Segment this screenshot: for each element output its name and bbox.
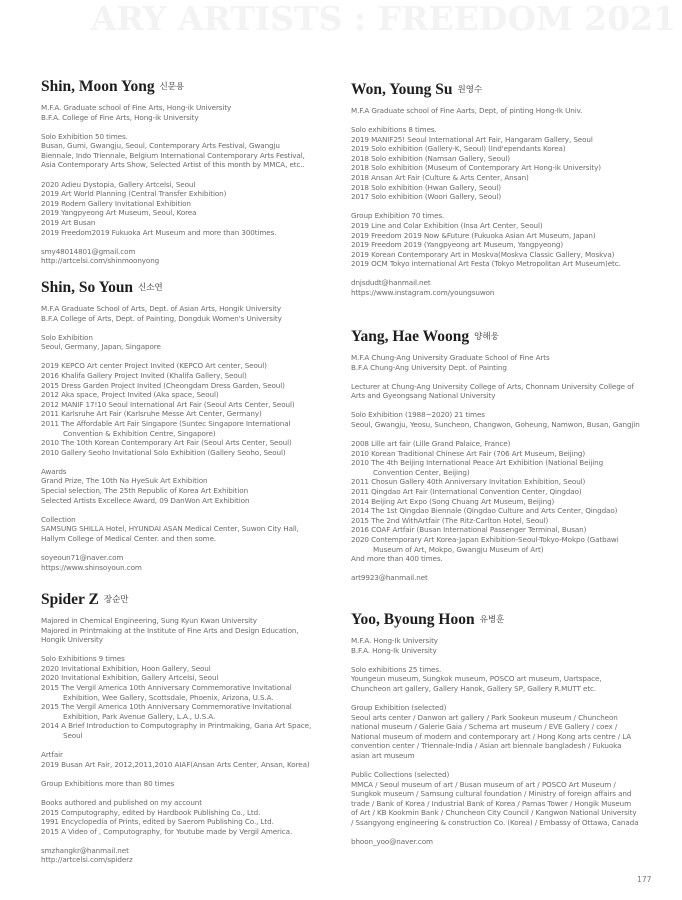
bio-line: trade / Bank of Korea / Industrial Bank of Korea / Parnas Tower / Hongik Museum [351, 798, 631, 808]
bio-line: 2010 Korean Traditional Chinese Art Fair (706 Art Museum, Beijing) [351, 448, 586, 458]
artist-entry [41, 279, 339, 582]
bio-line: Solo Exhibition [41, 332, 93, 342]
bio-line: Awards [41, 466, 67, 476]
bio-line: Majored in Chemical Engineering, Sung Kyun Kwan University [41, 616, 257, 625]
bio-section [351, 770, 669, 828]
bio-line: Lecturer at Chung-Ang University College of Arts, Chonnam University College of [351, 381, 634, 391]
bio-line: Group Exhibition 70 times. [351, 211, 445, 221]
bio-line: M.F.A. Hong-Ik University [351, 636, 438, 645]
artist-entry [41, 591, 339, 874]
artist-name-kr: 유병훈 [479, 615, 505, 625]
bio-line: 2010 The 10th Korean Contemporary Art Fair (Seoul Arts Center, Seoul) [41, 438, 292, 448]
bio-line: M.F.A Graduate School of Arts, Dept. of Asian Arts, Hongik University [41, 304, 282, 313]
email-text: dnjsdudt@hanmail.net [351, 278, 431, 288]
artist-name [41, 279, 339, 297]
bio-line: Seoul, Gwangju, Yeosu, Suncheon, Changwon, Goheung, Namwon, Busan, Gangjin [351, 419, 640, 429]
bio-line: Exhibition, Park Avenue Gallery, L.A., U.S.A. [63, 711, 216, 721]
bio-line: Group Exhibition (selected) [351, 702, 447, 712]
artist-name-en: Spider Z [41, 591, 99, 608]
bio-section [41, 846, 339, 865]
bio-line: Majored in Printmaking at the Institute of Fine Arts and Design Education, [41, 625, 299, 635]
bio-line: Collection [41, 514, 76, 524]
bio-line: 2017 Solo exhibition (Woori Gallery, Seoul) [351, 192, 502, 202]
bio-section [351, 665, 669, 694]
bio-line: 2019 Rodem Gallery Invitational Exhibition [41, 198, 191, 208]
bio-line: 2016 Khalifa Gallery Project Invited (Khalifa Gallery, Seoul) [41, 370, 247, 380]
bio-line: 2018 Ansan Art Fair (Culture & Arts Center, Ansan) [351, 173, 529, 183]
bio-line: 2011 The Affordable Art Fair Singapore (Suntec Singapore International [41, 418, 291, 428]
bio-line: 2019 KEPCO Art center Project Invited (KEPCO Art center, Seoul) [41, 361, 267, 371]
bio-section [41, 553, 339, 572]
bio-line: 2015 The Vergil America 10th Anniversary Commemorative Invitational [41, 683, 292, 693]
artist-name [41, 78, 339, 96]
bio-line: Solo Exhibitions 9 times [41, 654, 125, 664]
artist-name-kr: 신문용 [159, 82, 185, 92]
artist-name [41, 591, 339, 609]
bio-section [351, 439, 669, 564]
bio-section [351, 382, 669, 401]
bio-line: 2019 Freedom 2019 (Yangpyeong art Museum, Yangpyeong) [351, 240, 564, 250]
bio-line: Solo exhibitions 25 times. [351, 664, 442, 674]
artist-name-en: Yang, Hae Woong [351, 328, 470, 345]
bio-line: Arts and Gyeongsang National University [351, 391, 496, 401]
bio-section [41, 132, 339, 170]
bio-section [41, 333, 339, 352]
bio-section [351, 106, 669, 116]
bio-line: / Ssangyong engineering & construction Co. (Korea) / Embassy of Ottawa, Canada [351, 818, 639, 827]
bio-line: 2019 Freedom2019 Fukuoka Art Museum and more than 300times. [41, 227, 277, 237]
bio-line: M.F.A. Graduate school of Fine Arts, Hong-ik University [41, 103, 232, 112]
website-text: http://artcelsi.com/spiderz [41, 855, 133, 865]
email-text: smy48014801@gmail.com [41, 246, 136, 256]
bio-section [351, 837, 669, 847]
artist-name-kr: 원영수 [457, 85, 483, 95]
bio-line: Seoul [63, 731, 83, 741]
email-text: art9923@hanmail.net [351, 573, 428, 583]
artist-name [351, 328, 669, 346]
artist-entry [351, 81, 669, 307]
email-text: bhoon_yoo@naver.com [351, 837, 433, 847]
bio-line: Convention & Exhibition Centre, Singapore) [63, 428, 216, 438]
artist-name-en: Shin, So Youn [41, 279, 134, 296]
bio-line: 2019 Art Busan [41, 217, 96, 227]
bio-line: Busan, Gumi, Gwangju, Seoul, Contemporary Arts Festival, Gwangju [41, 141, 280, 151]
bio-line: National museum of modern and contemporary art / Hong Kong arts centre / LA [351, 731, 632, 741]
artist-name-kr: 신소연 [138, 283, 163, 293]
bio-line: Exhibition, Wee Gallery, Scottsdale, Phoenix, Arizona, U.S.A. [63, 692, 274, 702]
bio-line: convention center / Triennale-India / Asian art biennale bangladesh / Fukuoka [351, 741, 622, 751]
bio-section [41, 779, 339, 789]
bio-line: Hongik University [41, 635, 103, 645]
artist-entry [41, 78, 339, 275]
bio-line: Seoul, Germany, Japan, Singapore [41, 342, 161, 352]
website-text: https://www.instagram.com/youngsuwon [351, 288, 495, 297]
bio-line: Biennale, Indo Triennale, Belgium International Contemporary Arts Festival, [41, 150, 305, 160]
bio-line: MMCA / Seoul museum of art / Busan museum of art / POSCO Art Museum / [351, 779, 616, 789]
bio-line: Hallym College of Medical Center. and then some. [41, 533, 217, 543]
bio-section [41, 616, 339, 645]
bio-line: 2015 Computography, edited by Hardbook Publishing Co., Ltd. [41, 807, 261, 817]
bio-section [351, 125, 669, 202]
bio-section [41, 654, 339, 740]
artist-name-en: Shin, Moon Yong [41, 78, 155, 95]
bio-line: SAMSUNG SHILLA Hotel, HYUNDAI ASAN Medical Center, Suwon City Hall, [41, 524, 299, 534]
bio-line: national museum / Galerie Gaia / Schema art museum / EVE Gallery / coex / [351, 722, 618, 732]
artist-name [351, 611, 669, 629]
bio-line: 2015 Dress Garden Project Invited (Cheongdam Dress Garden, Seoul) [41, 380, 285, 390]
catalog-banner-title: ARY ARTISTS : FREEDOM 2021 [90, 0, 676, 38]
email-text: smzhangkr@hanmail.net [41, 845, 129, 855]
bio-line: Special selection, The 25th Republic of Korea Art Exhibition [41, 486, 249, 495]
bio-line: 2014 The 1st Qingdao Biennale (Qingdao Culture and Arts Center, Qingdao) [351, 506, 618, 516]
bio-line: B.F.A. Hong-Ik University [351, 645, 437, 655]
bio-line: Selected Artists Excellece Award, 09 DanWon Art Exhibition [41, 495, 250, 505]
bio-line: 2019 Busan Art Fair, 2012,2011,2010 AIAF(Ansan Arts Center, Ansan, Korea) [41, 759, 310, 769]
bio-section [41, 467, 339, 505]
bio-section [41, 180, 339, 238]
bio-line: 2019 Freedom 2019 Now &Future (Fukuoka Asian Art Museum, Japan) [351, 230, 596, 240]
bio-line: 2010 The 4th Beijing International Peace Art Exhibition (National Beijing [351, 458, 604, 468]
bio-line: 2008 Lille art fair (Lille Grand Palaice, France) [351, 439, 511, 449]
bio-line: asian art museum [351, 750, 415, 760]
bio-line: Sungkok museum / Samsung cultural foundation / Ministry of foreign affairs and [351, 789, 632, 799]
bio-line: of Art / KB Kookmin Bank / Chuncheon City Council / Kangwon National University [351, 808, 637, 818]
bio-line: 2010 Gallery Seoho Invitational Solo Exhibition (Gallery Seoho, Seoul) [41, 447, 286, 457]
bio-line: 2020 Invitational Exhibition, Gallery Artcelsi, Seoul [41, 673, 219, 683]
website-text: http://artcelsi.com/shinmoonyong [41, 256, 160, 266]
bio-line: 2011 Qingdao Art Fair (International Convention Center, Qingdao) [351, 487, 582, 497]
bio-line: Chuncheon art gallery, Gallery Hanok, Gallery SP, Gallery R.MUTT etc. [351, 683, 597, 693]
bio-line: 2018 Solo exhibition (Namsan Gallery, Seoul) [351, 153, 511, 163]
bio-section [351, 353, 669, 372]
artist-entry [351, 328, 669, 592]
bio-section [41, 515, 339, 544]
bio-line: Grand Prize, The 10th Na HyeSuk Art Exhibition [41, 476, 208, 486]
artist-name-en: Yoo, Byoung Hoon [351, 611, 475, 628]
bio-line: B.F.A Chung-Ang University Dept. of Painting [351, 362, 507, 372]
bio-line: 2015 A Video of , Computography, for Youtube made by Vergil America. [41, 826, 293, 836]
bio-line: 2019 Yangpyeong Art Museum, Seoul, Korea [41, 208, 197, 218]
bio-line: 2018 Solo exhibition (Hwan Gallery, Seoul) [351, 182, 501, 192]
bio-line: 2019 MANIF25! Seoul International Art Fair, Hangaram Gallery, Seoul [351, 134, 593, 144]
bio-line: Museum of Art, Mokpo, Gwangju Museum of Art) [373, 544, 544, 554]
bio-section [41, 361, 339, 457]
bio-line: Artfair [41, 750, 63, 760]
bio-line: Public Collections (selected) [351, 770, 450, 780]
artist-name-kr: 장순만 [103, 595, 129, 605]
bio-line: Youngeun museum, Sungkok museum, POSCO art museum, Uartspace, [351, 674, 602, 684]
bio-line: 2011 Chosun Gallery 40th Anniversary Invitation Exhibition, Seoul) [351, 477, 586, 487]
bio-line: Asia Contemporary Arts Show, Selected Artist of this month by MMCA, etc.. [41, 160, 305, 170]
bio-line: Seoul arts center / Danwon art gallery / Park Sookeun museum / Chuncheon [351, 712, 618, 722]
bio-section [351, 703, 669, 761]
bio-line: B.F.A College of Arts, Dept. of Painting, Dongduk Women's University [41, 313, 282, 323]
page-number: 177 [637, 875, 652, 884]
bio-line: 2020 Contemporary Art Korea-Japan Exhibition-Seoul-Tokyo-Mokpo (Gatbawi [351, 535, 619, 544]
bio-line: 2015 The 2nd WithArtfair (The Ritz-Carlton Hotel, Seoul) [351, 515, 549, 525]
bio-line: 2016 COAF Artfair (Busan International Passenger Terminal, Busan) [351, 525, 587, 535]
bio-line: Solo Exhibition 50 times. [41, 131, 128, 141]
bio-line: 2020 Invitational Exhibition, Hoon Gallery, Seoul [41, 663, 211, 673]
artist-name-en: Won, Young Su [351, 81, 453, 98]
artist-name-kr: 양해웅 [474, 332, 499, 342]
artist-entry [351, 611, 669, 856]
bio-section [41, 304, 339, 323]
bio-line: Group Exhibitions more than 80 times [41, 778, 175, 788]
bio-line: 2019 Korean Contemporary Art in Moskva(Moskva Classic Gallery, Moskva) [351, 249, 615, 259]
bio-line: M.F.A Chung-Ang University Graduate School of Fine Arts [351, 353, 550, 362]
bio-line: Solo exhibitions 8 times. [351, 125, 437, 135]
bio-line: 2018 Solo exhibition (Museum of Contemporary Art Hong-ik University) [351, 163, 601, 173]
bio-section [41, 750, 339, 769]
bio-line: Solo Exhibition (1988~2020) 21 times [351, 410, 485, 420]
bio-section [41, 247, 339, 266]
bio-section [351, 278, 669, 297]
bio-line: 2019 OCM Tokyo international Art Festa (Tokyo Metropolitan Art Museum)etc. [351, 259, 621, 269]
email-text: soyeoun71@naver.com [41, 552, 124, 562]
bio-line: 2012 Aka space, Project Invited (Aka space, Seoul) [41, 390, 219, 400]
bio-line: B.F.A. College of Fine Arts, Hong-ik University [41, 112, 199, 122]
bio-section [351, 211, 669, 269]
bio-line: 2015 The Vergil America 10th Anniversary Commemorative Invitational [41, 702, 292, 712]
bio-line: 2014 A Brief Introduction to Computography in Printmaking, Gana Art Space, [41, 721, 312, 731]
bio-line: M.F.A Graduate school of Fine Aarts, Dept, of pinting Hong-Ik Univ. [351, 106, 583, 115]
bio-line: 2012 MANIF 17!10 Seoul International Art Fair (Seoul Arts Center, Seoul) [41, 399, 295, 409]
bio-line: 2019 Art World Planning (Central Transfer Exhibition) [41, 189, 227, 199]
artist-name [351, 81, 669, 99]
bio-line: 2019 Solo exhibition (Gallery-K, Seoul) (Ind'ependants Korea) [351, 144, 566, 154]
bio-line: 2020 Adieu Dystopia, Gallery Artcelsi, Seoul [41, 179, 196, 189]
bio-line: 2019 Line and Colar Exhibition (Insa Art Center, Seoul) [351, 220, 543, 230]
bio-line: 2011 Karlsruhe Art Fair (Karlsruhe Messe Art Center, Germany) [41, 409, 262, 419]
bio-section [351, 573, 669, 583]
bio-section [351, 636, 669, 655]
bio-line: 2014 Beijing Art Expo (Song Chuang Art Museum, Beijing) [351, 496, 555, 506]
website-text: https://www.shinsoyoun.com [41, 562, 142, 572]
bio-section [351, 410, 669, 429]
bio-section [41, 103, 339, 122]
bio-line: And more than 400 times. [351, 554, 443, 564]
bio-line: Convention Center, Beijing) [373, 467, 470, 477]
bio-line: Books authored and published on my account [41, 797, 202, 807]
bio-line: 1991 Encyclopedia of Prints, edited by Saerom Publishing Co., Ltd. [41, 817, 274, 827]
bio-section [41, 798, 339, 836]
